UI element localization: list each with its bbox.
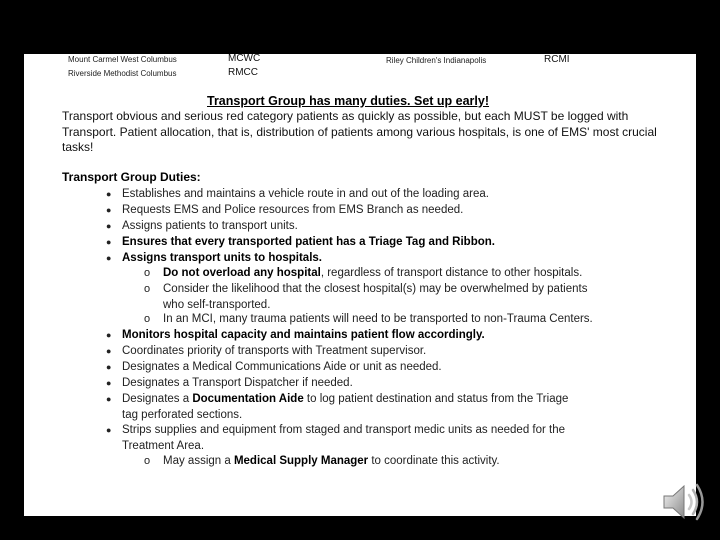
list-item: ● Establishes and maintains a vehicle route in and out of the loading area. [122,187,489,203]
hospital-name: Riverside Methodist Columbus [68,69,177,78]
list-item: ● Designates a Documentation Aide to log patient destination and status from the Triage tag perforated sections. [106,393,569,421]
list-item: ● Requests EMS and Police resources from EMS Branch as needed. [122,203,463,219]
list-item: ● Coordinates priority of transports with Treatment supervisor. [122,344,426,360]
sub-list-item: o May assign a Medical Supply Manager to coordinate this activity. [163,454,500,470]
sub-bullet-icon: o [144,313,151,325]
list-item: ● Designates a Medical Communications Aide or unit as needed. [122,360,442,376]
bullet-icon: ● [106,425,112,435]
hospital-name: Mount Carmel West Columbus [68,55,177,64]
section-heading: Transport Group has many duties. Set up early! [207,94,490,108]
sub-list-item: o Do not overload any hospital, regardless of transport distance to other hospitals. [163,266,582,282]
bullet-icon: ● [106,221,112,231]
hospital-code: RMCC [228,67,258,78]
sub-bullet-icon: o [144,267,151,279]
list-item: ● Monitors hospital capacity and maintains patient flow accordingly. [122,328,485,344]
list-item: ● Ensures that every transported patient has a Triage Tag and Ribbon. [122,235,495,251]
bullet-icon: ● [106,189,112,199]
bullet-icon: ● [106,330,112,340]
list-item: ● Strips supplies and equipment from staged and transport medic units as needed for the Treatment Area. [106,424,566,452]
bullet-icon: ● [106,362,112,372]
intro-paragraph: Transport obvious and serious red category patients as quickly as possible, but each MUST be logged with Transport. Patient allocation, that is, distribution of patients among various hospitals, is one of EMS' most crucial tasks! [62,109,657,154]
duties-title: Transport Group Duties: [62,170,201,184]
sub-bullet-icon: o [144,455,151,467]
hospital-code: MCWC [228,53,261,64]
sub-list-item: o In an MCI, many trauma patients will need to be transported to non-Trauma Centers. [163,312,593,328]
list-item: ● Assigns patients to transport units. [122,219,298,235]
hospital-code: RCMI [544,54,570,65]
list-item: ● Assigns transport units to hospitals. [122,251,322,267]
bullet-icon: ● [106,346,112,356]
speaker-icon[interactable] [660,478,708,526]
list-item: ● Designates a Transport Dispatcher if needed. [122,376,353,392]
slide-page [24,54,696,516]
bullet-icon: ● [106,253,112,263]
sub-bullet-icon: o [144,283,151,295]
sub-list-item: o Consider the likelihood that the closest hospital(s) may be overwhelmed by patients who self-transported. [144,283,588,311]
bullet-icon: ● [106,237,112,247]
bullet-icon: ● [106,378,112,388]
bullet-icon: ● [106,394,112,404]
bullet-icon: ● [106,205,112,215]
hospital-name: Riley Children's Indianapolis [386,56,487,65]
